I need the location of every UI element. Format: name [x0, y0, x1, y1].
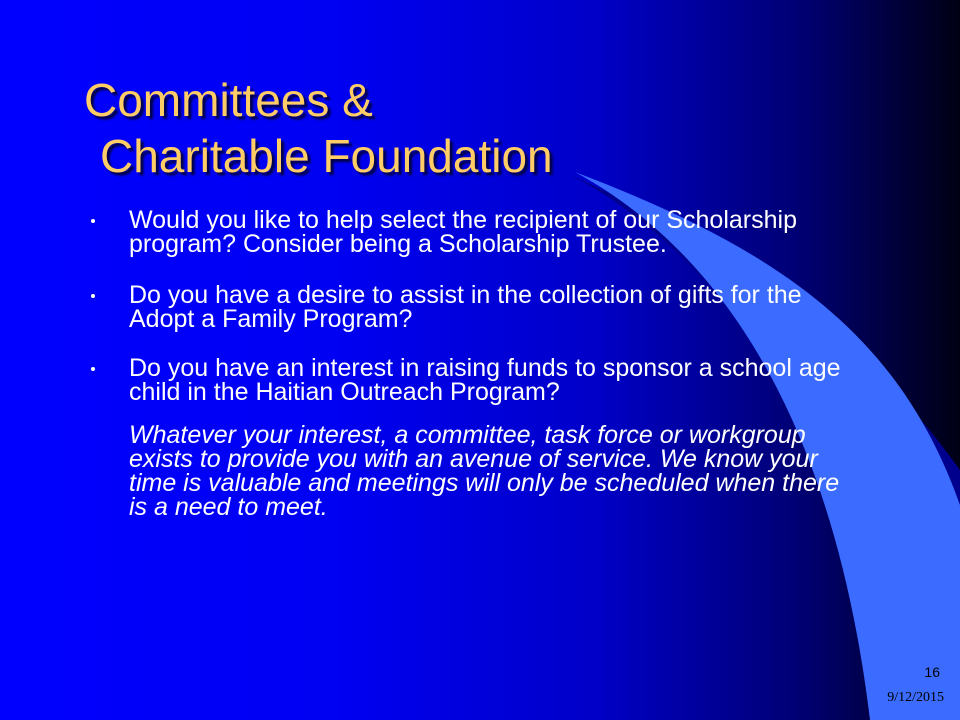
bullet-dot-icon [91, 367, 95, 371]
slide-date: 9/12/2015 [887, 690, 944, 705]
bullet-text: Do you have an interest in raising funds to sponsor a school age child in the Haitian Outreach Program? [129, 354, 841, 406]
slide-title [84, 72, 784, 184]
bullet-text: Do you have a desire to assist in the collection of gifts for the Adopt a Family Program? [129, 281, 802, 333]
page-number: 16 [924, 664, 940, 680]
bullet-dot-icon [91, 294, 95, 298]
title-line-2: Charitable Foundation [100, 130, 553, 182]
bullet-item [88, 208, 858, 256]
bullet-item [88, 283, 858, 331]
closing-note: Whatever your interest, a committee, task force or workgroup exists to provide you with an avenue of service. We know your time is valuable and meetings will only be scheduled when there is a need to meet. [129, 421, 840, 521]
title-line-1: Committees & [84, 74, 373, 126]
bullet-list [88, 208, 858, 519]
bullet-text: Would you like to help select the recipient of our Scholarship program? Consider being a Scholarship Trustee. [129, 206, 797, 258]
bullet-item [88, 356, 858, 404]
bullet-dot-icon [91, 219, 95, 223]
